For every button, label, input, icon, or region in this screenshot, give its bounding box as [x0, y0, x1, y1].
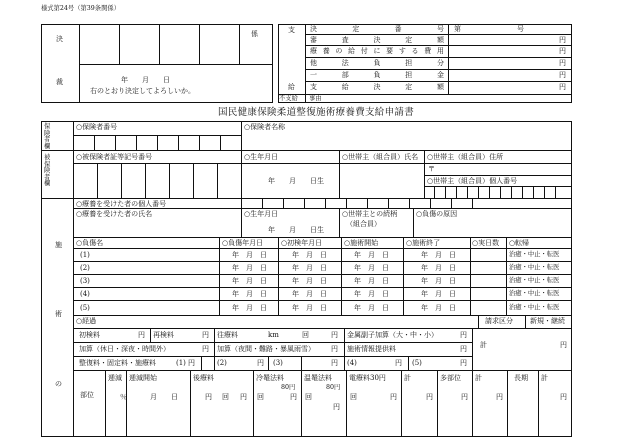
- insurer-name-label: ○保険者名称: [244, 123, 286, 131]
- combo-n4-yen: 円: [395, 359, 402, 367]
- payment-row-char: 決: [373, 36, 381, 44]
- saiken-yen: 円: [202, 331, 209, 339]
- payment-value: 円: [559, 36, 566, 44]
- patient-name-label: ○療養を受けた者の氏名: [76, 210, 153, 218]
- onan-price: 80円: [326, 384, 341, 391]
- start-date: 年 月 日: [354, 304, 389, 312]
- payment-row-char: 定: [405, 36, 413, 44]
- insurer-section-label: 保険者欄: [44, 123, 51, 150]
- treatment-row-number: (4): [80, 290, 90, 298]
- insurer-number-label: ○保険者番号: [76, 123, 118, 131]
- treatment-section-char: の: [55, 380, 62, 388]
- combo-n5: (5): [412, 359, 422, 367]
- end-date: 年 月 日: [421, 290, 456, 298]
- saiken-fee-label: 再検料: [153, 331, 174, 339]
- treatment-section-char: 施: [55, 241, 62, 249]
- payment-row-char: 養: [322, 47, 330, 55]
- relation-sub-label: （組合員）: [346, 220, 381, 228]
- end-date: 年 月 日: [421, 264, 456, 272]
- insured-birth-date: 年 月 日生: [268, 177, 324, 185]
- combo-n3-yen: 円: [331, 359, 338, 367]
- outcome-options: 治癒・中止・転医: [509, 290, 560, 297]
- postal-mark: 〒: [428, 165, 435, 173]
- payment-value: 円: [559, 83, 566, 91]
- payment-row-char: に: [373, 47, 381, 55]
- payment-row-char: 給: [348, 47, 356, 55]
- joho-label: 施術情報提供料: [347, 345, 396, 353]
- start-date: 年 月 日: [354, 251, 389, 259]
- reian-label: 冷罨法料: [256, 374, 284, 382]
- payment-row-label: [310, 84, 444, 91]
- payment-row-label: [310, 72, 444, 79]
- patient-birth-date: 年 月 日生: [268, 226, 324, 234]
- teigen-label: 逓減: [108, 374, 122, 382]
- payment-row-char: る: [411, 47, 419, 55]
- ketsu-label: 決: [56, 35, 63, 43]
- payment-row-char: 額: [437, 83, 444, 91]
- treatment-row-number: (2): [80, 264, 90, 272]
- injury-date: 年 月 日: [232, 251, 267, 259]
- reian-kai: 回: [257, 393, 264, 401]
- choki-label: 長期: [514, 374, 528, 382]
- approval-statement: 右のとおり決定してよろしいか。: [90, 87, 195, 95]
- tabui-kei-label: 計: [475, 374, 482, 382]
- shoken-yen: 円: [138, 331, 145, 339]
- first-visit-date: 年 月 日: [292, 277, 327, 285]
- teigen-percent: ％: [120, 393, 127, 401]
- form-title: 国民健康保険柔道整復施術療養費支給申請書: [218, 107, 415, 118]
- first-visit-date: 年 月 日: [292, 290, 327, 298]
- combo-n3: (3): [273, 359, 283, 367]
- payment-row-char: 用: [436, 47, 444, 55]
- treatment-header: ○初検年月日: [281, 239, 323, 247]
- injury-date: 年 月 日: [232, 277, 267, 285]
- payment-row-label: [310, 26, 444, 33]
- payment-row-char: す: [398, 47, 406, 55]
- injury-cause-label: ○負傷の原因: [416, 210, 458, 218]
- kyu-label: 給: [288, 83, 295, 91]
- fushikyu-label: 不支給: [279, 95, 298, 102]
- tabui-kei-yen: 円: [496, 393, 503, 401]
- form-number: 様式第24号（第39条関係）: [41, 5, 120, 12]
- payment-value: 円: [559, 47, 566, 55]
- payment-row-char: 付: [360, 47, 368, 55]
- payment-row-char: 号: [436, 25, 444, 33]
- onan-kai: 回: [305, 393, 312, 401]
- injury-date: 年 月 日: [232, 264, 267, 272]
- relation-label: ○世帯主との続柄: [342, 210, 398, 218]
- kasan2-yen: 円: [331, 345, 338, 353]
- payment-row-char: 決: [310, 25, 317, 33]
- sai-label: 裁: [56, 78, 63, 86]
- first-visit-date: 年 月 日: [292, 251, 327, 259]
- treatment-header: ○負傷名: [76, 239, 104, 247]
- start-date: 年 月 日: [354, 290, 389, 298]
- treatment-row-number: (1): [80, 251, 90, 259]
- injury-date: 年 月 日: [232, 290, 267, 298]
- payment-row-char: 負: [373, 71, 381, 79]
- bui-label: 部位: [80, 391, 94, 399]
- payment-row-char: 金: [437, 71, 444, 79]
- householder-name-label: ○世帯主（組合員）氏名: [342, 153, 419, 161]
- insured-section-label: 被保険者欄: [44, 154, 51, 188]
- insured-symbol-label: ○被保険者証等記号番号: [76, 153, 153, 161]
- payment-value: 円: [559, 71, 566, 79]
- outcome-options: 治癒・中止・転医: [509, 251, 560, 258]
- combo-label: 整復料・固定料・施療料: [79, 359, 156, 367]
- payment-row-char: 一: [310, 71, 317, 79]
- tabui-yen: 円: [461, 393, 468, 401]
- bottom-kei-label: 計: [404, 374, 411, 382]
- injury-date: 年 月 日: [232, 304, 267, 312]
- orai-km: km: [268, 331, 279, 339]
- reian-price: 80円: [281, 384, 296, 391]
- payment-row-label: [310, 37, 444, 44]
- payment-row-char: 療: [310, 47, 317, 55]
- teigen-start-date: 月 日: [150, 393, 178, 401]
- combo-n2-yen: 円: [257, 359, 264, 367]
- payment-row-char: 査: [341, 36, 349, 44]
- payment-value: 円: [559, 59, 566, 67]
- treatment-section-char: 術: [55, 310, 62, 318]
- patient-birth-label: ○生年月日: [244, 210, 279, 218]
- end-date: 年 月 日: [421, 251, 456, 259]
- onan-label: 温罨法料: [304, 374, 332, 382]
- jiyu-label: 事由: [309, 95, 322, 102]
- choki-kei-label: 計: [541, 374, 548, 382]
- treatment-header: ○負傷年月日: [222, 239, 264, 247]
- payment-row-char: 法: [341, 59, 349, 67]
- treatment-header: ○施術終了: [406, 239, 441, 247]
- outcome-options: 治癒・中止・転医: [509, 264, 560, 271]
- patient-personal-no-label: ○療養を受けた者の個人番号: [76, 200, 167, 208]
- householder-address-label: ○世帯主（組合員）住所: [427, 153, 504, 161]
- payment-row-char: 他: [310, 59, 317, 67]
- tabui-label: 多部位: [440, 374, 461, 382]
- payment-row-char: 定: [352, 25, 360, 33]
- bottom-kei-yen: 円: [426, 393, 433, 401]
- combo-n2: (2): [217, 359, 227, 367]
- start-date: 年 月 日: [354, 277, 389, 285]
- orai-kai: 回: [302, 331, 309, 339]
- kasan1-label: 加算（休日・深夜・時間外）: [79, 345, 170, 353]
- payment-row-char: 担: [405, 71, 413, 79]
- payment-row-label: [310, 60, 444, 67]
- shoken-fee-label: 初検料: [79, 331, 100, 339]
- combo-n4: (4): [347, 359, 357, 367]
- treatment-header: ○施術開始: [344, 239, 379, 247]
- joho-yen: 円: [460, 345, 467, 353]
- reian-yen: 円: [290, 393, 297, 401]
- treatment-header: ○実日数: [472, 239, 500, 247]
- householder-personal-no-label: ○世帯主（組合員）個人番号: [427, 177, 518, 185]
- payment-row-char: 部: [341, 71, 349, 79]
- payment-row-char: 担: [405, 59, 413, 67]
- teigen-start-label: 逓減開始: [129, 374, 157, 382]
- choki-yen: 円: [560, 393, 567, 401]
- kakari-label: 係: [251, 30, 258, 38]
- combo-n5-yen: 円: [460, 359, 467, 367]
- decision-number-value: 第 号: [454, 25, 524, 33]
- treatment-row-number: (5): [80, 304, 90, 312]
- payment-row-char: 支: [310, 83, 317, 91]
- insured-birth-label: ○生年月日: [244, 153, 279, 161]
- onan-yen: 円: [333, 403, 340, 411]
- orai-fee-label: 往療料: [217, 331, 238, 339]
- start-date: 年 月 日: [354, 264, 389, 272]
- approval-date: 年 月 日: [121, 76, 170, 84]
- denki-kai: 回: [350, 393, 357, 401]
- shi-label: 支: [288, 26, 295, 34]
- progress-label: ○経過: [76, 317, 97, 325]
- payment-row-char: 決: [373, 83, 381, 91]
- koryo-kai: 回: [222, 393, 229, 401]
- denki-label: 電療料30円: [349, 374, 386, 382]
- payment-row-char: 分: [437, 59, 444, 67]
- koryo-label: 後療料: [193, 374, 214, 382]
- payment-row-label: [310, 48, 444, 55]
- kasan1-yen: 円: [202, 345, 209, 353]
- treatment-row-number: (3): [80, 277, 90, 285]
- combo-n1: (1): [176, 359, 186, 367]
- koryo-yen: 円: [205, 393, 212, 401]
- treatment-header: ○転帰: [509, 239, 530, 247]
- fees-total-yen: 円: [560, 341, 567, 349]
- request-type-label: 請求区分: [485, 317, 513, 325]
- first-visit-date: 年 月 日: [292, 264, 327, 272]
- payment-row-char: 給: [341, 83, 349, 91]
- payment-row-char: 負: [373, 59, 381, 67]
- orai-yen: 円: [331, 331, 338, 339]
- payment-row-char: 番: [394, 25, 402, 33]
- payment-row-char: 要: [386, 47, 394, 55]
- fees-total-label: 計: [480, 341, 487, 349]
- request-type-options: 新規・継続: [530, 317, 565, 325]
- payment-row-char: 費: [424, 47, 432, 55]
- end-date: 年 月 日: [421, 304, 456, 312]
- payment-row-char: の: [335, 47, 343, 55]
- kinzoku-label: 金属副子加算（大・中・小）: [347, 331, 438, 339]
- kasan2-label: 加算（夜間・難路・暴風雨雪）: [217, 345, 315, 353]
- payment-row-char: 定: [405, 83, 413, 91]
- combo-n1-yen: 円: [188, 359, 195, 367]
- kinzoku-yen: 円: [460, 331, 467, 339]
- koryo-yen2: 円: [240, 393, 247, 401]
- outcome-options: 治癒・中止・転医: [509, 304, 560, 311]
- payment-row-char: 審: [310, 36, 317, 44]
- outcome-options: 治癒・中止・転医: [509, 277, 560, 284]
- denki-yen: 円: [390, 393, 397, 401]
- first-visit-date: 年 月 日: [292, 304, 327, 312]
- end-date: 年 月 日: [421, 277, 456, 285]
- payment-row-char: 額: [437, 36, 444, 44]
